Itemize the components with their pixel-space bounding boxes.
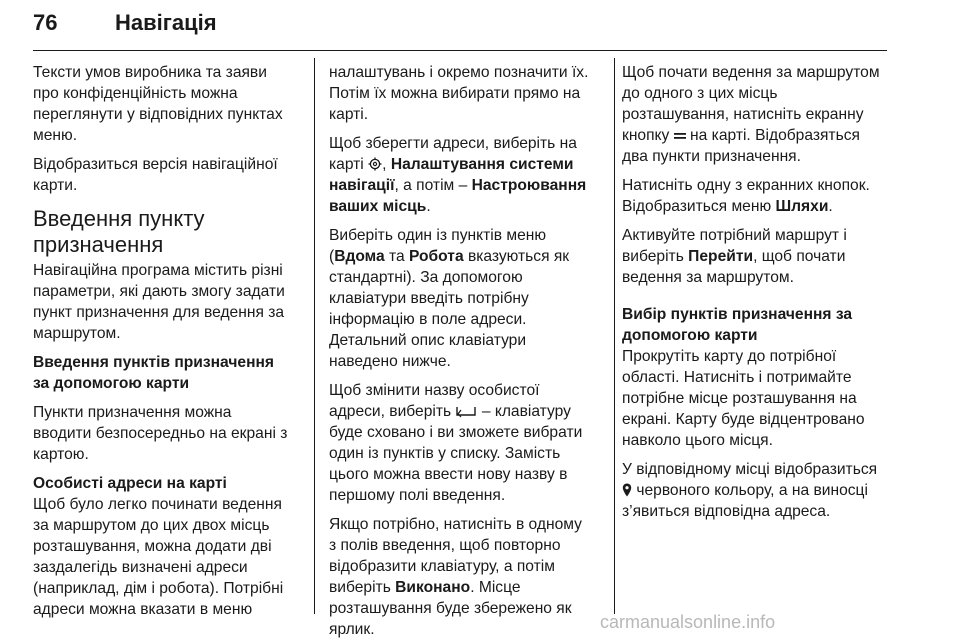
text-line: ярлик. (329, 621, 375, 638)
text-line: розташування, можна додати дві (33, 538, 272, 555)
text-line: навколо цього місця. (622, 432, 773, 449)
text-line: виберіть Виконано. Місце (329, 579, 521, 596)
text-line: Щоб зберегти адреси, виберіть на (329, 135, 577, 152)
text-line: один із пунктів у списку. Замість (329, 445, 561, 462)
paragraph (33, 494, 305, 620)
text-line: клавіатури введіть потрібну (329, 290, 529, 307)
text-line: Щоб було легко починати ведення (33, 496, 282, 513)
text-line: налаштувань і окремо позначити їх. (329, 64, 589, 81)
paragraph (622, 459, 890, 522)
text-line: інформацію в поле адреси. (329, 311, 527, 328)
column-2 (329, 62, 605, 642)
text-line: Потім їх можна вибирати прямо на (329, 85, 581, 102)
map-pin-icon (622, 483, 632, 497)
text-line: відобразити клавіатуру, а потім (329, 558, 555, 575)
text-line: маршрутом. (33, 325, 121, 342)
section-heading (33, 206, 305, 258)
paragraph (329, 514, 605, 640)
text-line: розташування буде збережено як (329, 600, 572, 617)
text-line: Активуйте потрібний маршрут і (622, 227, 847, 244)
text-line: Щоб почати ведення за маршрутом (622, 64, 880, 81)
heading-line: призначення (33, 232, 164, 257)
text-line: цього можна ввести нову назву в (329, 466, 568, 483)
text-line: ваших місць. (329, 198, 431, 215)
gear-icon (368, 157, 382, 171)
text-line: буде сховано і ви зможете вибрати (329, 424, 583, 441)
text-line: (Вдома та Робота вказуються як (329, 248, 570, 265)
text-line: з полів введення, щоб повторно (329, 537, 561, 554)
text-line: У відповідному місці відобразиться (622, 461, 878, 478)
text-line: два пункти призначення. (622, 148, 801, 165)
double-bar-icon (674, 130, 686, 142)
paragraph (622, 225, 890, 288)
text-line: адреси, виберіть – клавіатуру (329, 403, 571, 420)
paragraph (329, 133, 605, 217)
text-line: карті , Налаштування системи (329, 156, 574, 173)
text-line: карті. (329, 106, 369, 123)
text-line: червоного кольору, а на виносці (622, 480, 890, 501)
section-title: Навігація (115, 10, 217, 35)
text-line: виберіть Перейти, щоб почати (622, 248, 846, 265)
text-line: Якщо потрібно, натисніть в одному (329, 516, 582, 533)
text-line: адреси можна вказати в меню (33, 601, 253, 618)
text-line: параметри, які дають змогу задати (33, 283, 285, 300)
column-divider (614, 58, 615, 614)
heading-line: Введення пунктів призначення (33, 354, 275, 371)
paragraph (33, 62, 305, 146)
text-line: Прокрутіть карту до потрібної (622, 348, 837, 365)
column-divider (314, 58, 315, 614)
text-line: Відобразиться версія навігаційної (33, 156, 278, 173)
text-line: Щоб змінити назву особистої (329, 382, 540, 399)
text-line: наведено нижче. (329, 353, 451, 370)
text-line: першому полі введення. (329, 487, 506, 504)
heading-line: Вибір пунктів призначення за (622, 306, 853, 323)
header-rule (33, 50, 887, 51)
text-line: Натисніть одну з екранних кнопок. (622, 177, 870, 194)
text-line: розташування, натисніть екранну (622, 106, 864, 123)
subsection-heading (622, 304, 890, 346)
text-line: навігації, а потім – Настроювання (329, 177, 587, 194)
text-line: Відобразиться меню Шляхи. (622, 198, 833, 215)
text-line: Навігаційна програма містить різні (33, 262, 283, 279)
text-line: Тексти умов виробника та заяви (33, 64, 267, 81)
paragraph (329, 225, 605, 372)
text-line: ведення за маршрутом. (622, 269, 794, 286)
text-line: карти. (33, 177, 78, 194)
text-line: за маршрутом до цих двох місць (33, 517, 270, 534)
text-line: області. Натисніть і потримайте (622, 369, 852, 386)
text-line: кнопку на карті. Відобразяться (622, 127, 860, 144)
return-key-icon (455, 404, 477, 418)
page-number: 76 (33, 10, 58, 35)
text-line: з’явиться відповідна адреса. (622, 503, 831, 520)
text-line: пункт призначення для ведення за (33, 304, 285, 321)
text-line: заздалегідь визначені адреси (33, 559, 248, 576)
heading-line: Особисті адреси на карті (33, 475, 227, 492)
paragraph (329, 380, 605, 506)
text-line: стандартні). За допомогою (329, 269, 523, 286)
text-line: переглянути у відповідних пунктах (33, 106, 283, 123)
paragraph (622, 62, 890, 167)
heading-line: за допомогою карти (33, 375, 190, 392)
text-line: Виберіть один із пунктів меню (329, 227, 547, 244)
subsection-heading (33, 352, 305, 394)
subsection-heading (33, 473, 305, 494)
column-3 (622, 62, 890, 530)
text-line: потрібне місце розташування на (622, 390, 857, 407)
watermark: carmanualsonline.info (600, 612, 776, 632)
column-1 (33, 62, 305, 628)
text-line: (наприклад, дім і робота). Потрібні (33, 580, 284, 597)
text-line: про конфіденційність можна (33, 85, 238, 102)
paragraph (329, 62, 605, 125)
text-line: до одного з цих місць (622, 85, 778, 102)
paragraph (33, 260, 305, 344)
paragraph (33, 154, 305, 196)
paragraph (622, 346, 890, 451)
text-line: картою. (33, 446, 89, 463)
paragraph (33, 402, 305, 465)
text-line: меню. (33, 127, 78, 144)
paragraph (622, 175, 890, 217)
text-line: Детальний опис клавіатури (329, 332, 527, 349)
text-line: Пункти призначення можна (33, 404, 232, 421)
heading-line: допомогою карти (622, 327, 758, 344)
text-line: вводити безпосередньо на екрані з (33, 425, 288, 442)
heading-line: Введення пункту (33, 206, 205, 231)
text-line: екрані. Карту буде відцентровано (622, 411, 865, 428)
